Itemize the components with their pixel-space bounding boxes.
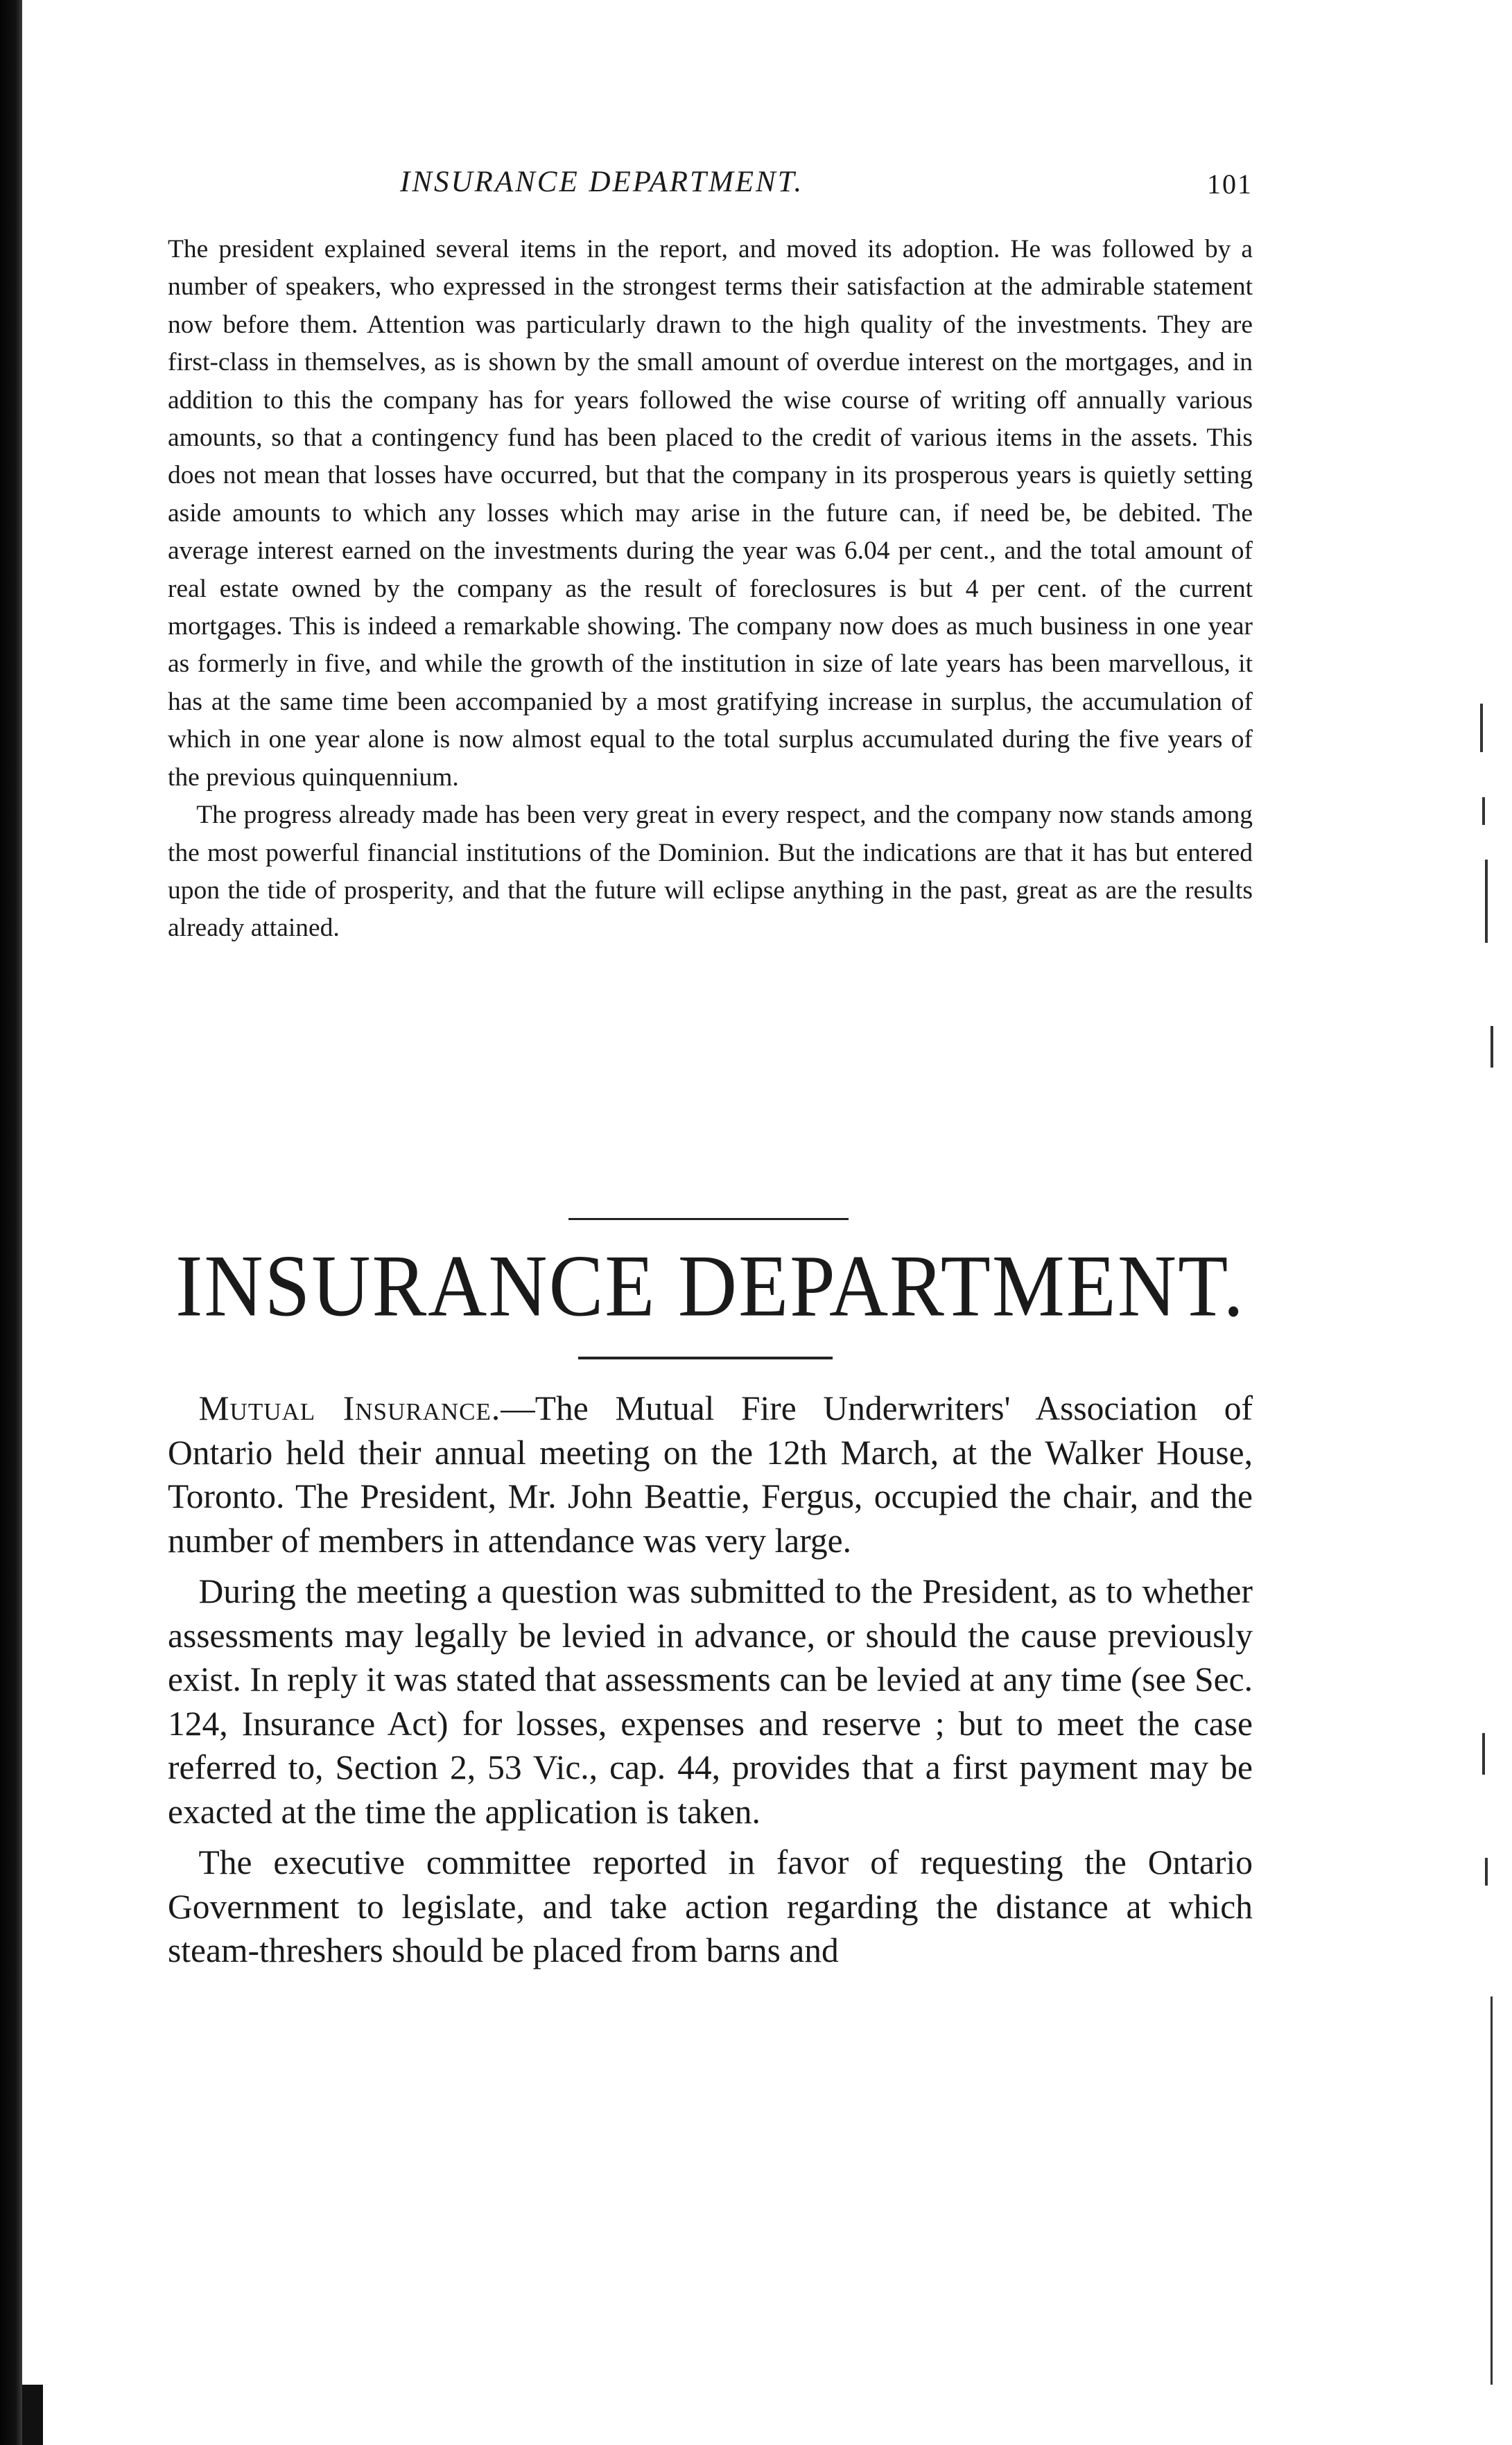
paragraph: The president explained several items in the report, and moved its adoption. He was followed by a number of speakers, who expressed in the strongest terms their satisfaction at the admirable statement now before them. Attention was particularly drawn to the high quality of the investments. They are first-class in themselves, as is shown by the small amount of overdue interest on the mortgages, and in addition to this the company has for years followed the wise course of writing off annually various amounts, so that a contingency fund has been placed to the credit of various items in the assets. This does not mean that losses have occurred, but that the company in its prosperous years is quietly setting aside amounts to which any losses which may arise in the future can, if need be, be debited. The average interest earned on the investments during the year was 6.04 per cent., and the total amount of real estate owned by the company as the result of foreclosures is but 4 per cent. of the current mortgages. This is indeed a remarkable showing. The company now does as much business in one year as formerly in five, and while the growth of the institution in size of late years has been marvellous, it has at the same time been accompanied by a most gratifying increase in surplus, the accumulation of which in one year alone is now almost equal to the total surplus accumulated during the five years of the previous quinquennium.: [168, 235, 1253, 792]
running-head: [168, 165, 1253, 207]
heading-underline-rule: [578, 1357, 833, 1359]
binding-shadow: [0, 0, 22, 2445]
book-page: [168, 0, 1253, 2445]
binding-shadow-tail: [22, 2385, 43, 2445]
page-number: 101: [1207, 168, 1253, 200]
section-divider-rule: [568, 1218, 849, 1220]
paragraph: The executive committee reported in favor of requesting the Ontario Government to legislate, and take action regarding the distance at which steam-threshers should be placed from barns and: [168, 1843, 1253, 1969]
previous-article-continuation: [168, 231, 1253, 948]
paragraph: [168, 1386, 1253, 1563]
paragraph: The progress already made has been very great in every respect, and the company now stands among the most powerful financial institutions of the Dominion. But the indications are that it has but entered upon the tide of prosperity, and that the future will eclipse anything in the past, great as are the results already attained.: [168, 801, 1253, 943]
section-heading: INSURANCE DEPARTMENT.: [175, 1237, 1245, 1335]
lead-in: Mutual Insurance.: [198, 1389, 501, 1427]
section-body: [168, 1386, 1253, 1980]
running-title: INSURANCE DEPARTMENT.: [400, 166, 804, 198]
paragraph-text: —The Mutual Fire Underwriters' Association of Ontario held their annual meeting on the 12th March, at the Walker House, Toronto. The President, Mr. John Beattie, Fergus, occupied the chair, and the number of members in attendance was very large.: [168, 1389, 1253, 1560]
paragraph: During the meeting a question was submitted to the President, as to whether assessments may legally be levied in advance, or should the cause previously exist. In reply it was stated that assessments can be levied at any time (see Sec. 124, Insurance Act) for losses, expenses and reserve ; but to meet the case referred to, Section 2, 53 Vic., cap. 44, provides that a first payment may be exacted at the time the application is taken.: [168, 1572, 1253, 1831]
